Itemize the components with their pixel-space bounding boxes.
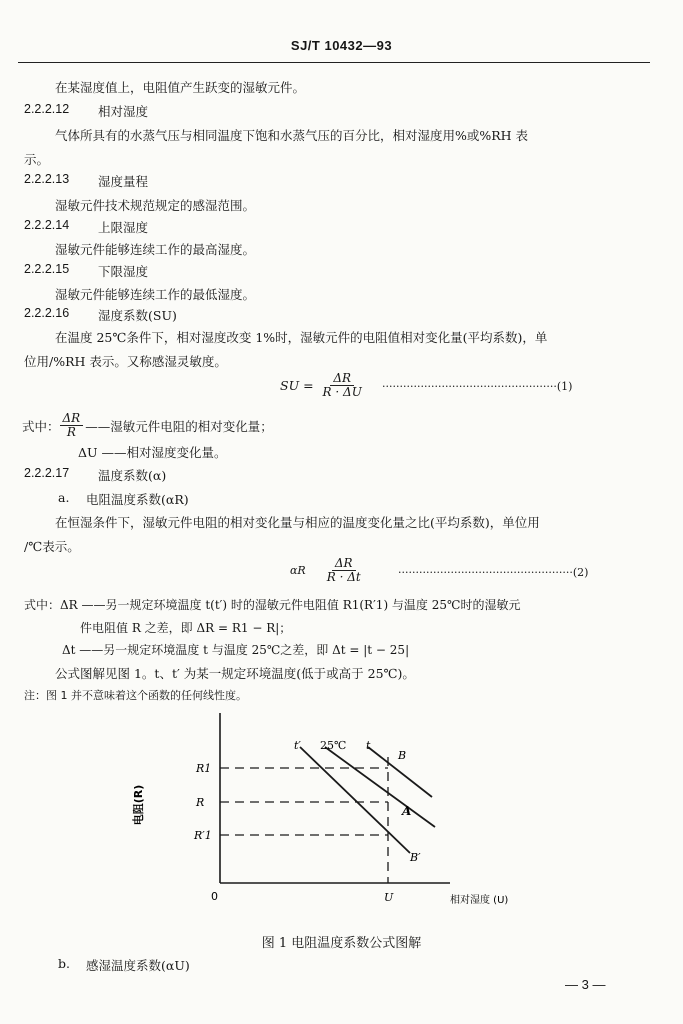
text-line: 在某湿度值上，电阻值产生跃变的湿敏元件。 bbox=[55, 80, 306, 95]
curve-label-a: A bbox=[402, 804, 412, 818]
text-line: 在恒湿条件下，湿敏元件电阻的相对变化量与相应的温度变化量之比(平均系数)，单位用 bbox=[55, 515, 540, 530]
formula-1-leader: ··················································(1) bbox=[382, 380, 573, 393]
section-title: 下限湿度 bbox=[98, 264, 149, 279]
where-line-1 bbox=[22, 412, 273, 439]
formula-2-fraction bbox=[324, 557, 364, 584]
note: 注：图 1 并不意味着这个函数的任何线性度。 bbox=[24, 689, 247, 702]
where-prefix: 式中： bbox=[22, 418, 60, 434]
text-line: 湿敏元件能够连续工作的最低湿度。 bbox=[55, 287, 256, 302]
section-number: 2.2.2.16 bbox=[24, 306, 70, 320]
section-title: 相对湿度 bbox=[98, 104, 149, 119]
where-line-2: ΔU ——相对湿度变化量。 bbox=[78, 445, 227, 460]
section-number: 2.2.2.12 bbox=[24, 102, 70, 116]
y-tick-r1: R1 bbox=[196, 762, 212, 775]
origin-label: 0 bbox=[211, 890, 218, 903]
figure-reference: 公式图解见图 1。t、t′ 为某一规定环境温度(低于或高于 25℃)。 bbox=[55, 666, 415, 681]
where-line-3: 式中：ΔR ——另一规定环境温度 t(t′) 时的湿敏元件电阻值 R1(R′1) 与温度 25℃时的湿敏元 bbox=[24, 598, 521, 612]
text-line: 湿敏元件能够连续工作的最高湿度。 bbox=[55, 242, 256, 257]
text-line: 气体所具有的水蒸气压与相同温度下饱和水蒸气压的百分比，相对湿度用%或%RH 表 bbox=[55, 128, 529, 143]
where-text: ——湿敏元件电阻的相对变化量； bbox=[85, 418, 273, 434]
standard-code-header: SJ/T 10432—93 bbox=[290, 38, 393, 53]
text-line: /℃表示。 bbox=[24, 539, 80, 554]
page-number: — 3 — bbox=[565, 977, 606, 992]
curve-label-t: t bbox=[366, 739, 371, 752]
header-rule bbox=[18, 62, 650, 63]
formula-1-fraction bbox=[320, 372, 365, 399]
formula-1-lhs: SU = bbox=[280, 378, 314, 393]
curve-label-t-prime: t′ bbox=[294, 739, 301, 752]
formula-2-denominator: R · Δt bbox=[326, 570, 361, 584]
curve-label-25c: 25℃ bbox=[320, 739, 347, 752]
y-tick-r1-prime: R′1 bbox=[194, 829, 212, 842]
item-title: 感湿温度系数(αU) bbox=[86, 958, 190, 973]
curve-label-b-prime: B′ bbox=[410, 851, 421, 864]
section-number: 2.2.2.14 bbox=[24, 218, 70, 232]
figure-caption: 图 1 电阻温度系数公式图解 bbox=[261, 936, 422, 951]
where-line-3b: 件电阻值 R 之差，即 ΔR = R1 − R|； bbox=[80, 621, 292, 635]
item-label: b. bbox=[58, 956, 70, 971]
section-number: 2.2.2.17 bbox=[24, 466, 70, 480]
formula-2-lhs: αR bbox=[290, 564, 306, 577]
formula-1 bbox=[280, 372, 365, 399]
formula-2-leader: ··················································(2) bbox=[398, 566, 589, 579]
where-numerator: ΔR bbox=[60, 412, 84, 426]
y-axis-label: 电阻(R) bbox=[132, 784, 145, 826]
x-axis-label: 相对湿度 (U) bbox=[450, 895, 509, 906]
text-line: 位用/%RH 表示。又称感湿灵敏度。 bbox=[24, 354, 227, 369]
where-denominator: R bbox=[66, 425, 76, 439]
curve-b-prime bbox=[300, 747, 410, 853]
formula-1-numerator: ΔR bbox=[330, 372, 354, 386]
where-fraction bbox=[60, 412, 84, 439]
section-number: 2.2.2.15 bbox=[24, 262, 70, 276]
section-number: 2.2.2.13 bbox=[24, 172, 70, 186]
section-title: 上限湿度 bbox=[98, 220, 149, 235]
x-tick-u: U bbox=[384, 891, 394, 904]
item-label: a. bbox=[58, 490, 70, 505]
formula-1-denominator: R · ΔU bbox=[322, 385, 362, 399]
section-title: 温度系数(α) bbox=[98, 468, 167, 483]
figure-1-diagram bbox=[120, 705, 560, 920]
where-line-4: Δt ——另一规定环境温度 t 与温度 25℃之差，即 Δt = |t − 25| bbox=[62, 643, 410, 657]
formula-2-numerator: ΔR bbox=[332, 557, 356, 571]
formula-2 bbox=[290, 557, 364, 584]
section-title: 湿度量程 bbox=[98, 174, 149, 189]
text-line: 在温度 25℃条件下，相对湿度改变 1%时，湿敏元件的电阻值相对变化量(平均系数)，单 bbox=[55, 330, 548, 345]
item-title: 电阻温度系数(αR) bbox=[86, 492, 189, 507]
text-line: 湿敏元件技术规范规定的感湿范围。 bbox=[55, 198, 256, 213]
y-tick-r: R bbox=[196, 796, 205, 809]
text-line: 示。 bbox=[24, 152, 50, 167]
section-title: 湿度系数(SU) bbox=[98, 308, 177, 323]
curve-label-b: B bbox=[398, 749, 407, 762]
